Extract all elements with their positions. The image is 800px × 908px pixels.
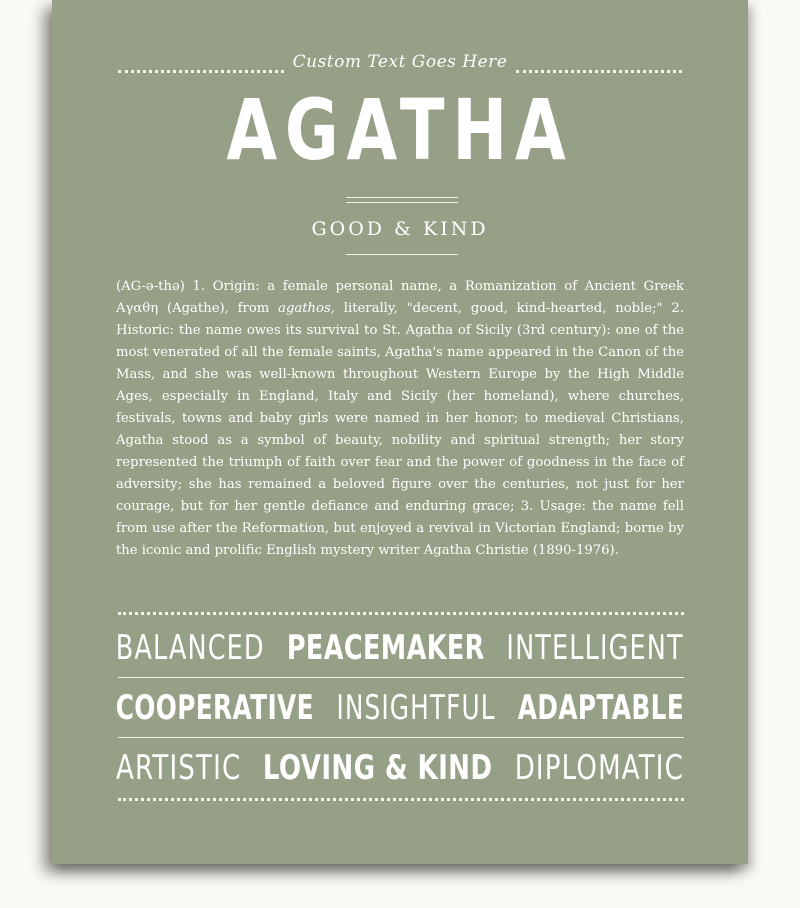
trait-adaptable: ADAPTABLE (517, 688, 684, 728)
traits-row-3 (116, 746, 684, 790)
name-poster (52, 0, 748, 864)
trait-insightful: INSIGHTFUL (336, 688, 496, 728)
definition-greek-word: agathos (278, 301, 331, 316)
trait-loving-kind: LOVING & KIND (263, 748, 493, 788)
trait-diplomatic: DIPLOMATIC (514, 748, 685, 788)
tagline: Custom Text Goes Here (292, 52, 508, 72)
trait-peacemaker: PEACEMAKER (286, 628, 485, 668)
meaning-rule-top (346, 197, 458, 198)
trait-artistic: ARTISTIC (116, 748, 242, 788)
traits-separator-1 (118, 677, 684, 678)
name-title: AGATHA (226, 81, 574, 179)
trait-cooperative: COOPERATIVE (115, 688, 315, 728)
name-definition: (AG-ə-thə) 1. Origin: a female personal name, a Romanization of Ancient Greek Αγαθη (Agathe), from agathos, literally, "decent, good, kind-hearted, noble;" 2. Historic: the name owes its survival to St. Agatha of Sicily (3rd century): one of the most venerated of all the female saints, Agatha's name appeared in the Canon of the Mass, and she was well-known throughout Western Europe by the High Middle Ages, especially in England, Italy and Sicily (her homeland), where churches, festivals, towns and baby girls were named in her honor; to medieval Christians, Agatha stood as a symbol of beauty, nobility and spiritual strength; her story represented the triumph of faith over fear and the power of goodness in the face of adversity; she has remained a beloved figure over the centuries, not just for her courage, but for her gentle defiance and enduring grace; 3. Usage: the name fell from use after the Reformation, but enjoyed a revival in Victorian England; borne by the iconic and prolific English mystery writer Agatha Christie (1890-1976). (116, 279, 685, 558)
trait-intelligent: INTELLIGENT (506, 628, 684, 668)
traits-separator-2 (118, 737, 684, 738)
trait-balanced: BALANCED (116, 628, 266, 668)
meaning-underline (346, 254, 458, 255)
traits-dotted-divider-top (118, 612, 684, 615)
traits-row-1 (116, 626, 684, 670)
name-meaning: GOOD & KIND (311, 218, 489, 240)
meaning-rule-bottom (346, 202, 458, 203)
traits-row-2 (116, 686, 684, 730)
traits-dotted-divider-bottom (118, 798, 684, 801)
